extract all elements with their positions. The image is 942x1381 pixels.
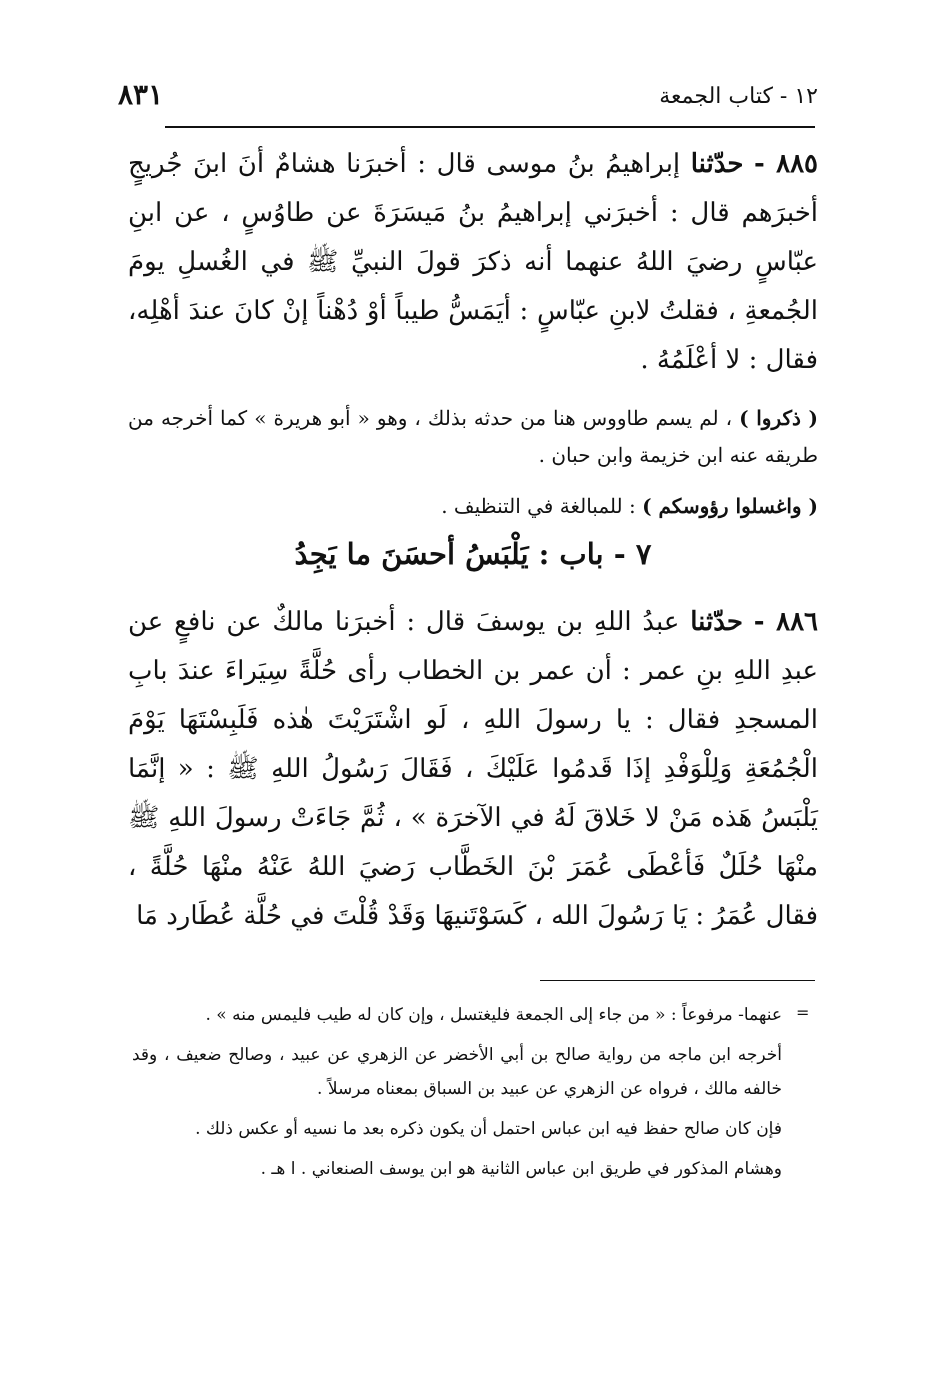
note-text: ، لم يسم طاووس هنا من حدثه بذلك ، وهو « أبو هريرة » كما أخرجه من طريقه عنه ابن خزيمة وابن حبان .	[128, 406, 818, 467]
page-number: ٨٣١	[118, 78, 164, 111]
footnote-paragraph: فإن كان صالح حفظ فيه ابن عباس احتمل أن يكون ذكره بعد ما نسيه أو عكس ذلك .	[195, 1119, 782, 1139]
hadith-885-text	[128, 140, 818, 385]
hadith-lead: حدّثنا	[690, 607, 743, 637]
footnote-paragraph: أخرجه ابن ماجه من رواية صالح بن أبي الأخضر عن الزهري عن عبيد ، وصالح ضعيف ، وقد خالفه مالك ، فرواه عن الزهري عن عبيد بن السباق بمعناه مرسلاً .	[132, 1045, 782, 1099]
note-item	[128, 400, 818, 474]
page-header	[118, 78, 818, 118]
hadith-885	[128, 140, 818, 385]
chapter-heading: ٧ - باب : يَلْبَسُ أحسَنَ ما يَجِدُ	[294, 537, 652, 571]
hadith-886	[128, 598, 818, 941]
footnote-paragraph: وهشام المذكور في طريق ابن عباس الثانية هو ابن يوسف الصنعاني . ا هـ .	[260, 1159, 782, 1179]
hadith-lead: حدّثنا	[690, 149, 744, 179]
footnote-rule	[540, 980, 815, 981]
note-term: ( واغسلوا رؤوسكم )	[642, 494, 818, 518]
note-text: : للمبالغة في التنظيف .	[441, 494, 636, 518]
footnote-paragraph: عنهما- مرفوعاً : « من جاء إلى الجمعة فليغتسل ، وإن كان له طيب فليمس منه » .	[205, 1005, 782, 1025]
hadith-number: ٨٨٦ -	[753, 607, 819, 637]
hadith-body: إبراهيمُ بنُ موسى قال : أخبرَنا هشامٌ أنَ ابنَ جُريجٍ أخبرَهم قال : أخبرَني إبراهيمُ بنُ مَيسَرَةَ عن طاوُسٍ ، عن ابنِ عبّاسٍ رضيَ اللهُ عنهما أنه ذكرَ قولَ النبيِّ ﷺ في الغُسلِ يومَ الجُمعةِ ، فقلتُ لابنِ عبّاسٍ : أيَمَسُّ طيباً أوْ دُهْناً إنْ كانَ عندَ أهْلِه، فقال : لا أعْلَمُهُ .	[128, 149, 818, 375]
hadith-886-text	[128, 598, 818, 941]
footnote-continuation-marker: =	[796, 1003, 810, 1022]
hadith-body: عبدُ اللهِ بن يوسفَ قال : أخبرَنا مالكٌ عن نافعٍ عن عبدِ اللهِ بنِ عمر : أن عمر بن الخطاب رأى حُلَّةً سِيَراءَ عندَ بابِ المسجدِ فقال : يا رسولَ اللهِ ، لَو اشْتَرَيْتَ هٰذه فَلَبِسْتَهَا يَوْمَ الْجُمُعَةِ وَلِلْوَفْدِ إذَا قَدمُوا عَلَيْكَ ، فَقَالَ رَسُولُ اللهِ ﷺ : « إنَّمَا يَلْبَسُ هَذه مَنْ لا خَلاقَ لَهُ في الآخرَة » ، ثُمَّ جَاءَتْ رسولَ اللهِ ﷺ منْهَا حُلَلٌ فَأعْطَى عُمَرَ بْنَ الخَطَّاب رَضيَ اللهُ عَنْهُ منْهَا حُلَّةً ، فقال عُمَرُ : يَا رَسُولَ الله ، كَسَوْتَنيهَا وَقَدْ قُلْتَ في حُلَّة عُطَارد مَا	[128, 607, 818, 931]
commentary-notes	[128, 400, 818, 525]
header-rule	[165, 126, 815, 128]
footnotes	[132, 998, 782, 1192]
hadith-number: ٨٨٥ -	[753, 149, 819, 179]
note-term: ( ذكروا )	[739, 406, 819, 430]
running-title: ١٢ - كتاب الجمعة	[659, 84, 818, 109]
note-item	[128, 488, 818, 525]
